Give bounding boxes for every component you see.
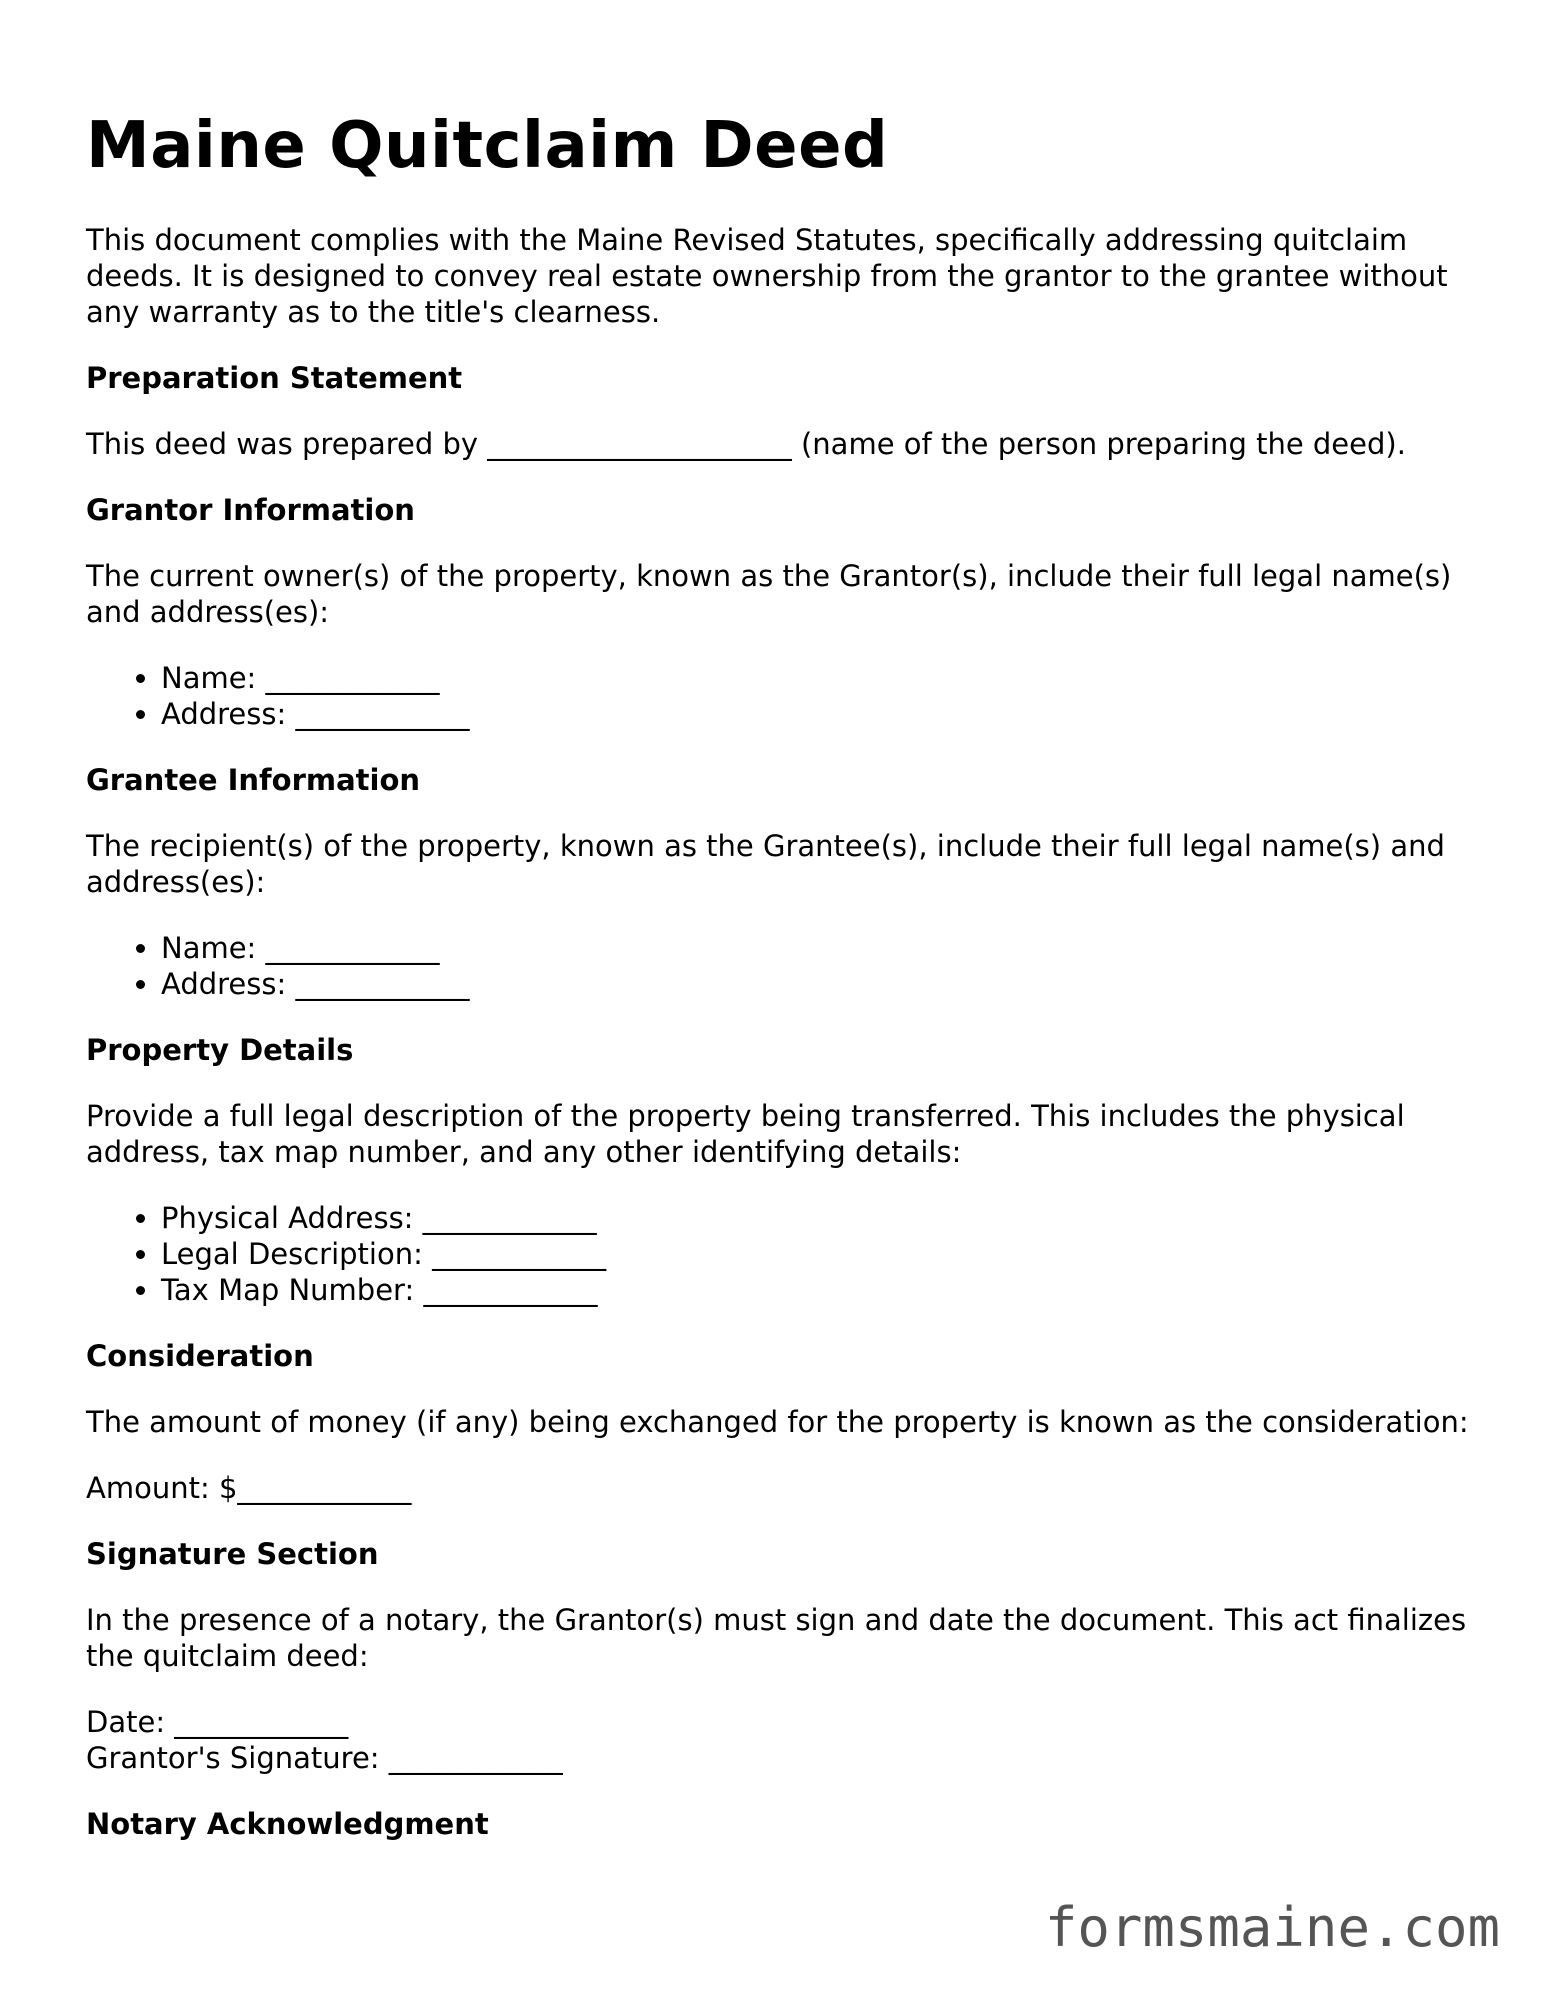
property-list bbox=[86, 1200, 1476, 1308]
amount-field: Amount: $____________ bbox=[86, 1471, 412, 1505]
grantor-name-field: • Name: ____________ bbox=[161, 660, 1476, 696]
signature-text: In the presence of a notary, the Grantor(s) must sign and date the document. This act finalizes the quitclaim deed: bbox=[86, 1603, 1467, 1673]
grantor-heading: Grantor Information bbox=[86, 493, 415, 527]
grantee-heading: Grantee Information bbox=[86, 763, 421, 797]
site-watermark: formsmaine.com bbox=[1044, 1896, 1500, 1959]
preparation-text: This deed was prepared by _____________________ (name of the person preparing the deed). bbox=[86, 427, 1406, 461]
grantee-name-field: • Name: ____________ bbox=[161, 930, 1476, 966]
signature-fields bbox=[86, 1704, 1476, 1776]
document-page bbox=[86, 108, 1476, 1872]
grantee-address-field: • Address: ____________ bbox=[161, 966, 1476, 1002]
property-heading: Property Details bbox=[86, 1033, 354, 1067]
grantor-signature-field: Grantor's Signature: ____________ bbox=[86, 1741, 563, 1775]
tax-map-number-field: • Tax Map Number: ____________ bbox=[161, 1272, 1476, 1308]
intro-paragraph: This document complies with the Maine Revised Statutes, specifically addressing quitclaim deeds. It is designed to convey real estate ownership from the grantor to the grantee without any warranty as to the title's clearness. bbox=[86, 223, 1448, 329]
consideration-heading: Consideration bbox=[86, 1339, 314, 1373]
document-title: Maine Quitclaim Deed bbox=[86, 109, 889, 183]
date-field: Date: ____________ bbox=[86, 1705, 349, 1739]
preparation-heading: Preparation Statement bbox=[86, 361, 463, 395]
grantee-text: The recipient(s) of the property, known as the Grantee(s), include their full legal name(s) and address(es): bbox=[86, 829, 1445, 899]
property-text: Provide a full legal description of the property being transferred. This includes the physical address, tax map number, and any other identifying details: bbox=[86, 1099, 1405, 1169]
signature-heading: Signature Section bbox=[86, 1537, 379, 1571]
consideration-text: The amount of money (if any) being exchanged for the property is known as the consideration: bbox=[86, 1405, 1469, 1439]
grantor-address-field: • Address: ____________ bbox=[161, 696, 1476, 732]
physical-address-field: • Physical Address: ____________ bbox=[161, 1200, 1476, 1236]
notary-heading: Notary Acknowledgment bbox=[86, 1807, 489, 1841]
grantor-text: The current owner(s) of the property, known as the Grantor(s), include their full legal name(s) and address(es): bbox=[86, 559, 1452, 629]
grantor-list bbox=[86, 660, 1476, 732]
legal-description-field: • Legal Description: ____________ bbox=[161, 1236, 1476, 1272]
grantee-list bbox=[86, 930, 1476, 1002]
